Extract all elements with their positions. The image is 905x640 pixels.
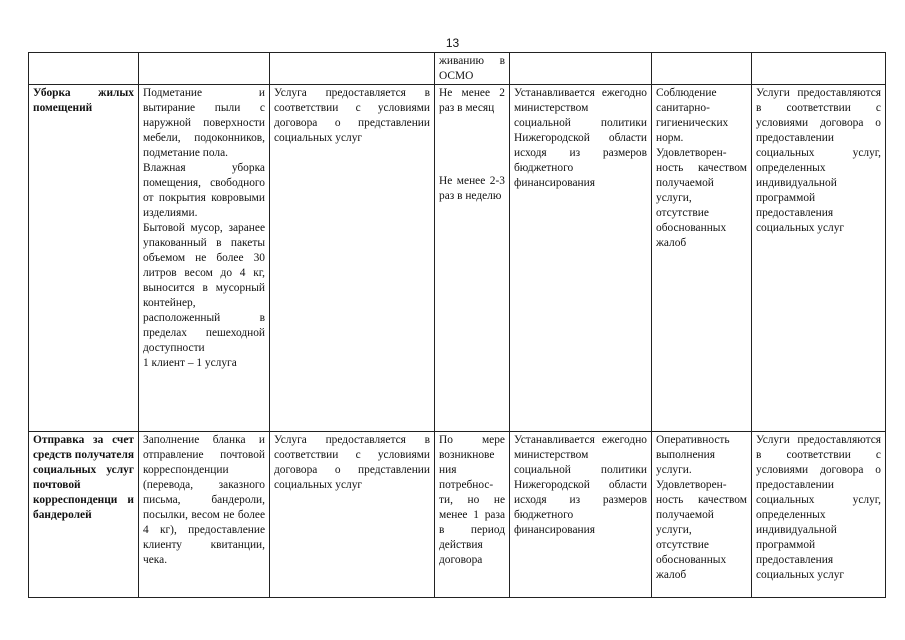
content-paragraph: 1 клиент – 1 услуга	[143, 357, 237, 369]
table-row-continuation	[29, 53, 886, 85]
frequency-text: Не менее 2-3 раз в неделю	[439, 175, 505, 202]
conditions-extra-cell: Услуги предоставляются в соответствии с условиями договора о предоставлении социальных услуг, определенных индивидуальной программой предоставления социальных услуг	[752, 432, 886, 598]
quality-cell: Соблюдение санитарно-гигиенических норм. Удовлетворен-ность качеством получаемой услуги, отсутствие обоснованных жалоб	[652, 85, 752, 432]
cell-empty	[29, 53, 139, 85]
tariff-cell: Устанавливается ежегодно министерством социальной политики Нижегородской области исходя из размеров бюджетного финансирования	[510, 85, 652, 432]
quality-cell: Оперативность выполнения услуги. Удовлетворен-ность качеством получаемой услуги, отсутствие обоснованных жалоб	[652, 432, 752, 598]
conditions-extra-cell: Услуги предоставляются в соответствии с условиями договора о предоставлении социальных услуг, определенных индивидуальной программой предоставления социальных услуг	[752, 85, 886, 432]
conditions-cell: Услуга предоставляется в соответствии с условиями договора о представлении социальных услуг	[270, 85, 435, 432]
cell-empty	[270, 53, 435, 85]
content-paragraph: Подметание и вытирание пыли с наружной поверхности мебели, подоконников, подметание пола.	[143, 87, 265, 159]
table-row	[29, 85, 886, 432]
content-paragraph: Влажная уборка помещения, свободного от покрытия ковровыми изделиями.	[143, 162, 265, 219]
cell-frequency-fragment: живанию в ОСМО	[435, 53, 510, 85]
frequency-cell	[435, 85, 510, 432]
table-row	[29, 432, 886, 598]
cell-empty	[752, 53, 886, 85]
service-name-cell: Отправка за счет средств получателя социальных услуг почтовой корреспонденци и бандеролей	[29, 432, 139, 598]
spacer	[439, 116, 505, 174]
services-table	[28, 52, 886, 598]
page-number: 13	[445, 36, 460, 50]
content-paragraph: Бытовой мусор, заранее упакованный в пакеты объемом не более 30 литров весом до 4 кг, выносится в мусорный контейнер, расположенный в пределах пешеходной доступности	[143, 222, 265, 354]
service-content-cell	[139, 432, 270, 598]
conditions-cell: Услуга предоставляется в соответствии с условиями договора о представлении социальных услуг	[270, 432, 435, 598]
service-name-cell: Уборка жилых помещений	[29, 85, 139, 432]
cell-empty	[139, 53, 270, 85]
frequency-cell: По мере возникнове ния потребнос-ти, но не менее 1 раза в период действия договора	[435, 432, 510, 598]
cell-empty	[510, 53, 652, 85]
tariff-cell: Устанавливается ежегодно министерством социальной политики Нижегородской области исходя из размеров бюджетного финансирования	[510, 432, 652, 598]
frequency-text: Не менее 2 раз в месяц	[439, 87, 505, 114]
cell-empty	[652, 53, 752, 85]
service-content-cell	[139, 85, 270, 432]
content-paragraph: Заполнение бланка и отправление почтовой корреспонденции (перевода, заказного письма, бандероли, посылки, весом не более 4 кг), предоставление клиенту квитанции, чека.	[143, 434, 265, 566]
